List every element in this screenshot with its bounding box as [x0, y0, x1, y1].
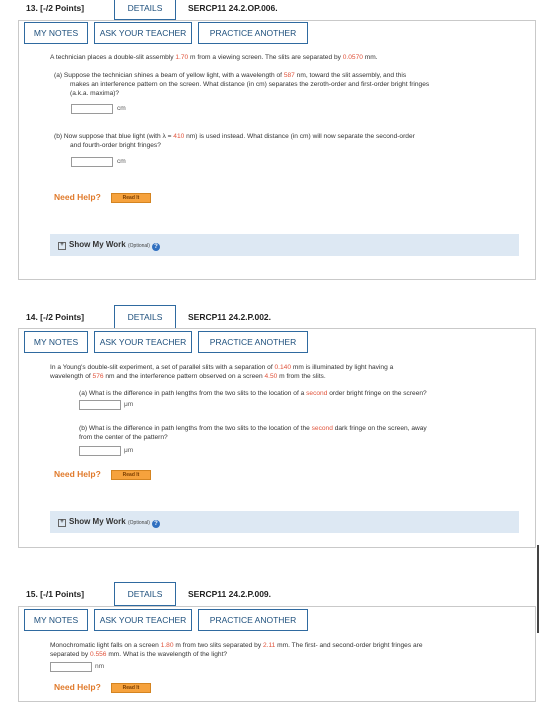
unit-label: nm — [95, 663, 105, 670]
scrollbar[interactable] — [537, 545, 539, 633]
question-code: SERCP11 24.2.OP.006. — [188, 3, 278, 13]
question-15-header — [18, 582, 536, 608]
my-notes-button[interactable]: MY NOTES — [24, 609, 88, 631]
question-13-part-a: (a) Suppose the technician shines a beam of yellow light, with a wavelength of 587 nm, toward the slit assembly, and this makes an interference pattern on the screen. What distance (in cm) separates the zeroth-order and first-order bright fringes (a.k.a. maxima)? — [54, 72, 430, 97]
my-notes-button[interactable]: MY NOTES — [24, 22, 88, 44]
unit-label: μm — [124, 447, 134, 454]
details-button[interactable]: DETAILS — [114, 305, 176, 329]
question-points: 14. [-/2 Points] — [26, 312, 85, 322]
show-my-work-toggle[interactable]: + Show My Work (Optional) ? — [58, 240, 160, 251]
answer-input-15[interactable] — [50, 662, 92, 672]
answer-input-13b[interactable] — [71, 157, 113, 167]
show-my-work-panel[interactable] — [50, 511, 519, 533]
expand-icon: + — [58, 519, 66, 527]
need-help-label: Need Help? — [54, 192, 101, 202]
my-notes-button[interactable]: MY NOTES — [24, 331, 88, 353]
answer-input-14a[interactable] — [79, 400, 121, 410]
help-icon[interactable]: ? — [152, 520, 160, 528]
details-button[interactable]: DETAILS — [114, 0, 176, 20]
question-code: SERCP11 24.2.P.009. — [188, 589, 272, 599]
question-13-intro: A technician places a double-slit assembly 1.70 m from a viewing screen. The slits are separated by 0.0570 mm. — [50, 54, 378, 61]
answer-input-14b[interactable] — [79, 446, 121, 456]
practice-another-button[interactable]: PRACTICE ANOTHER — [198, 331, 308, 353]
show-my-work-panel[interactable] — [50, 234, 519, 256]
ask-your-teacher-button[interactable]: ASK YOUR TEACHER — [94, 331, 192, 353]
question-points: 15. [-/1 Points] — [26, 589, 85, 599]
unit-label: μm — [124, 401, 134, 408]
read-it-button[interactable]: Read It — [111, 193, 151, 203]
practice-another-button[interactable]: PRACTICE ANOTHER — [198, 22, 308, 44]
answer-input-13a[interactable] — [71, 104, 113, 114]
question-14-intro: In a Young's double-slit experiment, a set of parallel slits with a separation of 0.140 mm is illuminated by light having a wavelength of 576 nm and the interference pattern observed on a screen 4.50 m from the slits. — [50, 364, 394, 380]
question-13-part-b: (b) Now suppose that blue light (with λ = 410 nm) is used instead. What distance (in cm) will now separate the second-order and fourth-order bright fringes? — [54, 133, 415, 149]
help-icon[interactable]: ? — [152, 243, 160, 251]
question-15-text: Monochromatic light falls on a screen 1.80 m from two slits separated by 2.11 mm. The first- and second-order bright fringes are separated by 0.556 mm. What is the wavelength of the light? — [50, 642, 423, 658]
show-my-work-toggle[interactable]: + Show My Work (Optional) ? — [58, 517, 160, 528]
practice-another-button[interactable]: PRACTICE ANOTHER — [198, 609, 308, 631]
question-points: 13. [-/2 Points] — [26, 3, 85, 13]
unit-label: cm — [117, 105, 126, 112]
need-help-label: Need Help? — [54, 682, 101, 692]
expand-icon: + — [58, 242, 66, 250]
question-14-part-b: (b) What is the difference in path lengths from the two slits to the location of the second dark fringe on the screen, away from the center of the pattern? — [79, 425, 427, 441]
question-14-part-a: (a) What is the difference in path lengths from the two slits to the location of a second order bright fringe on the screen? — [79, 390, 427, 397]
need-help-label: Need Help? — [54, 469, 101, 479]
ask-your-teacher-button[interactable]: ASK YOUR TEACHER — [94, 22, 192, 44]
question-code: SERCP11 24.2.P.002. — [188, 312, 272, 322]
read-it-button[interactable]: Read It — [111, 683, 151, 693]
unit-label: cm — [117, 158, 126, 165]
details-button[interactable]: DETAILS — [114, 582, 176, 606]
read-it-button[interactable]: Read It — [111, 470, 151, 480]
ask-your-teacher-button[interactable]: ASK YOUR TEACHER — [94, 609, 192, 631]
question-13-header — [18, 0, 536, 22]
